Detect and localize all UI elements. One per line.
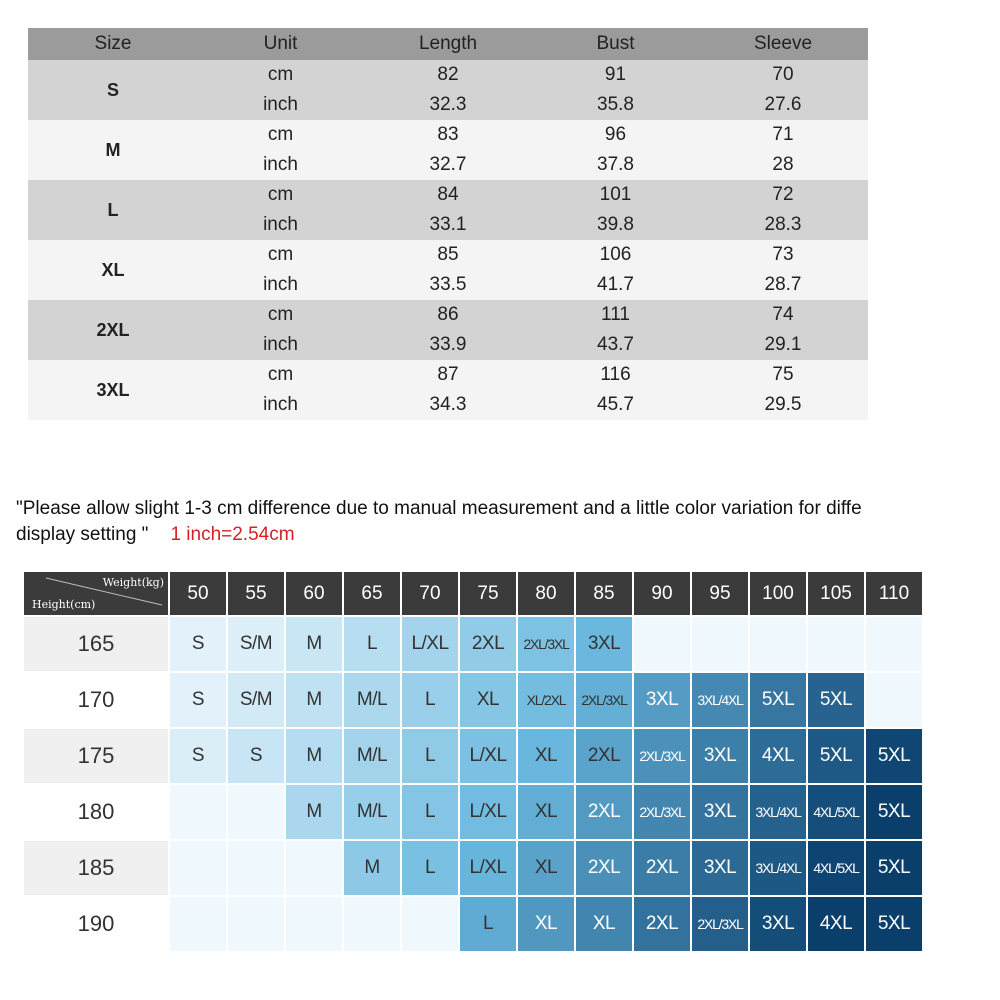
recommended-size-cell [228,841,284,895]
sleeve-value-cell: 72 [698,180,868,210]
bust-value-cell: 45.7 [533,390,698,420]
weight-header-cell: 80 [518,572,574,615]
weight-header-cell: 50 [170,572,226,615]
recommended-size-cell: L [344,617,400,671]
bust-value-cell: 37.8 [533,150,698,180]
height-label-cell: 165 [24,617,168,671]
recommended-size-cell [286,897,342,951]
length-value-cell: 87 [363,360,533,390]
recommended-size-cell: M [286,785,342,839]
sleeve-value-cell: 28.3 [698,210,868,240]
length-value-cell: 85 [363,240,533,270]
height-row [24,841,922,895]
sleeve-value-cell: 29.5 [698,390,868,420]
recommended-size-cell: 3XL [634,673,690,727]
size-recommendation-table [22,570,924,953]
bust-value-cell: 43.7 [533,330,698,360]
recommended-size-cell: 4XL/5XL [808,785,864,839]
inch-conversion-note: 1 inch=2.54cm [170,524,295,545]
recommended-size-cell: 4XL [808,897,864,951]
unit-cell: cm [198,180,363,210]
size-table-row [28,360,868,390]
recommended-size-cell: XL/2XL [518,673,574,727]
length-value-cell: 82 [363,60,533,90]
unit-cell: inch [198,270,363,300]
weight-header-cell: 85 [576,572,632,615]
recommended-size-cell: 4XL/5XL [808,841,864,895]
length-value-cell: 33.5 [363,270,533,300]
recommended-size-cell: 2XL [634,897,690,951]
recommended-size-cell: L [402,841,458,895]
height-label-cell: 170 [24,673,168,727]
measurement-note-continued [16,522,295,548]
unit-cell: inch [198,90,363,120]
recommended-size-cell [634,617,690,671]
recommended-size-cell: 2XL/3XL [692,897,748,951]
unit-cell: inch [198,210,363,240]
weight-header-cell: 70 [402,572,458,615]
length-value-cell: 84 [363,180,533,210]
recommended-size-cell: 3XL [692,785,748,839]
sleeve-value-cell: 75 [698,360,868,390]
recommended-size-cell: 3XL [692,729,748,783]
size-label-cell: 3XL [28,360,198,420]
recommended-size-cell [402,897,458,951]
unit-cell: cm [198,120,363,150]
recommended-size-cell: 2XL [576,841,632,895]
size-table-header-row [28,28,868,60]
header-sleeve: Sleeve [698,28,868,60]
height-label-cell: 175 [24,729,168,783]
height-row [24,897,922,951]
recommended-size-cell [286,841,342,895]
size-table-row [28,300,868,330]
recommended-size-cell: 5XL [866,841,922,895]
length-value-cell: 33.1 [363,210,533,240]
size-label-cell: S [28,60,198,120]
sleeve-value-cell: 28.7 [698,270,868,300]
recommended-size-cell [808,617,864,671]
bust-value-cell: 39.8 [533,210,698,240]
recommended-size-cell: XL [518,897,574,951]
recommended-size-cell: S [170,673,226,727]
recommended-size-cell: 2XL [576,729,632,783]
header-bust: Bust [533,28,698,60]
weight-header-cell: 95 [692,572,748,615]
recommended-size-cell [344,897,400,951]
recommended-size-cell [750,617,806,671]
recommended-size-cell: M [286,617,342,671]
recommended-size-cell [170,785,226,839]
size-measurement-table [28,28,868,420]
recommended-size-cell: XL [460,673,516,727]
unit-cell: cm [198,300,363,330]
bust-value-cell: 111 [533,300,698,330]
recommended-size-cell [228,785,284,839]
recommended-size-cell: 5XL [866,729,922,783]
bust-value-cell: 41.7 [533,270,698,300]
recommended-size-cell: S/M [228,673,284,727]
recommended-size-cell: M/L [344,785,400,839]
unit-cell: inch [198,330,363,360]
size-label-cell: 2XL [28,300,198,360]
weight-header-cell: 65 [344,572,400,615]
sleeve-value-cell: 74 [698,300,868,330]
recommended-size-cell: 5XL [866,897,922,951]
recommended-size-cell: M [344,841,400,895]
height-row [24,617,922,671]
sleeve-value-cell: 70 [698,60,868,90]
weight-axis-label: Weight(kg) [102,576,164,589]
recommended-size-cell: L/XL [402,617,458,671]
recommended-size-cell: L/XL [460,785,516,839]
recommended-size-cell: S [170,729,226,783]
size-label-cell: XL [28,240,198,300]
unit-cell: inch [198,390,363,420]
recommended-size-cell: L [402,785,458,839]
weight-header-cell: 75 [460,572,516,615]
recommended-size-cell: L [402,729,458,783]
bust-value-cell: 101 [533,180,698,210]
recommended-size-cell: S [228,729,284,783]
recommended-size-cell: 3XL/4XL [692,673,748,727]
size-table-row [28,180,868,210]
weight-header-cell: 100 [750,572,806,615]
recommended-size-cell: XL [518,841,574,895]
recommended-size-cell: XL [518,785,574,839]
sleeve-value-cell: 73 [698,240,868,270]
sleeve-value-cell: 27.6 [698,90,868,120]
weight-header-cell: 105 [808,572,864,615]
height-label-cell: 190 [24,897,168,951]
size-label-cell: L [28,180,198,240]
length-value-cell: 32.3 [363,90,533,120]
recommended-size-cell: 5XL [866,785,922,839]
recommended-size-cell: 3XL [692,841,748,895]
sleeve-value-cell: 29.1 [698,330,868,360]
recommended-size-cell: 2XL/3XL [634,729,690,783]
height-label-cell: 185 [24,841,168,895]
recommended-size-cell: L/XL [460,841,516,895]
unit-cell: cm [198,60,363,90]
recommended-size-cell: S/M [228,617,284,671]
corner-header [24,572,168,615]
recommended-size-cell: 2XL/3XL [576,673,632,727]
recommended-size-cell: L [402,673,458,727]
recommended-size-cell: M [286,673,342,727]
recommended-size-cell: 5XL [808,729,864,783]
weight-header-cell: 110 [866,572,922,615]
recommended-size-cell: XL [518,729,574,783]
height-row [24,729,922,783]
header-length: Length [363,28,533,60]
unit-cell: inch [198,150,363,180]
sleeve-value-cell: 71 [698,120,868,150]
bust-value-cell: 91 [533,60,698,90]
recommended-size-cell: 3XL [750,897,806,951]
recommended-size-cell: M/L [344,729,400,783]
recommendation-body [24,617,922,951]
height-row [24,785,922,839]
size-table-row [28,60,868,90]
recommended-size-cell: M/L [344,673,400,727]
bust-value-cell: 106 [533,240,698,270]
height-axis-label: Height(cm) [32,598,96,611]
recommended-size-cell: L/XL [460,729,516,783]
recommended-size-cell: 3XL/4XL [750,785,806,839]
recommended-size-cell: 4XL [750,729,806,783]
length-value-cell: 86 [363,300,533,330]
display-setting-note: display setting " [16,524,149,545]
size-label-cell: M [28,120,198,180]
recommended-size-cell [866,673,922,727]
length-value-cell: 34.3 [363,390,533,420]
recommended-size-cell [692,617,748,671]
recommended-size-cell: 3XL/4XL [750,841,806,895]
unit-cell: cm [198,240,363,270]
length-value-cell: 83 [363,120,533,150]
recommended-size-cell: 2XL [460,617,516,671]
recommended-size-cell [170,841,226,895]
sleeve-value-cell: 28 [698,150,868,180]
weight-header-row [24,572,922,615]
weight-header-cell: 60 [286,572,342,615]
recommended-size-cell: 2XL/3XL [518,617,574,671]
recommended-size-cell: 2XL [634,841,690,895]
header-size: Size [28,28,198,60]
recommended-size-cell: 3XL [576,617,632,671]
length-value-cell: 32.7 [363,150,533,180]
length-value-cell: 33.9 [363,330,533,360]
size-table-body [28,60,868,420]
size-table-row [28,240,868,270]
recommended-size-cell: 2XL/3XL [634,785,690,839]
recommended-size-cell: 2XL [576,785,632,839]
recommended-size-cell: 5XL [750,673,806,727]
weight-header-cell: 90 [634,572,690,615]
recommended-size-cell [228,897,284,951]
bust-value-cell: 35.8 [533,90,698,120]
measurement-note: "Please allow slight 1-3 cm difference due to manual measurement and a little color variation for diffe [16,498,862,519]
bust-value-cell: 96 [533,120,698,150]
recommended-size-cell [866,617,922,671]
recommended-size-cell: 5XL [808,673,864,727]
size-table-row [28,120,868,150]
recommended-size-cell: XL [576,897,632,951]
unit-cell: cm [198,360,363,390]
bust-value-cell: 116 [533,360,698,390]
weight-header-cell: 55 [228,572,284,615]
recommended-size-cell: S [170,617,226,671]
recommended-size-cell: M [286,729,342,783]
recommended-size-cell: L [460,897,516,951]
header-unit: Unit [198,28,363,60]
height-label-cell: 180 [24,785,168,839]
recommended-size-cell [170,897,226,951]
height-row [24,673,922,727]
